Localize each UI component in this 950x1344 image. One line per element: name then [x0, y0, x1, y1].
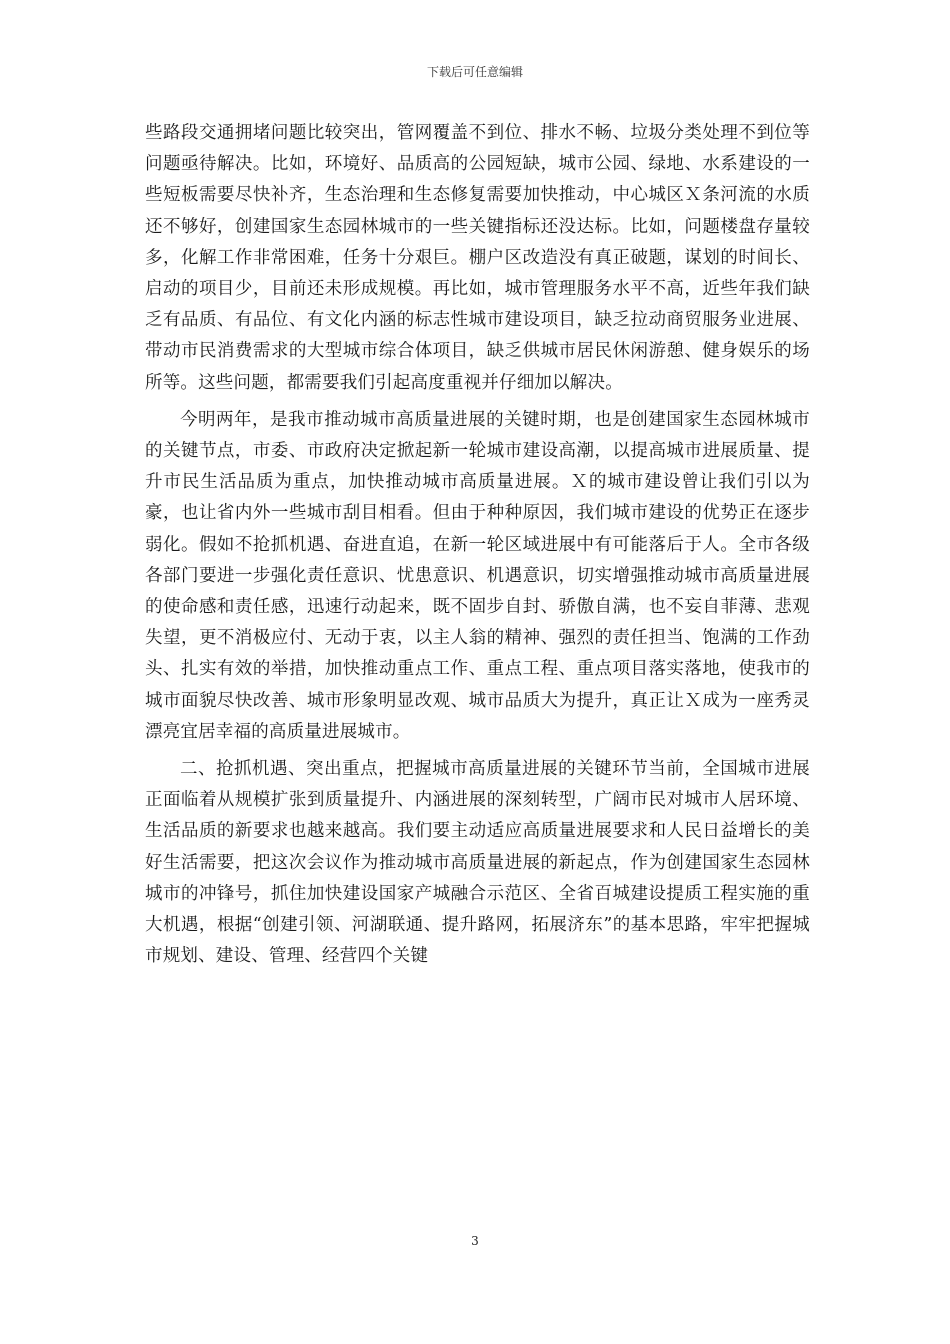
page-header-note: 下载后可任意编辑 — [426, 65, 523, 79]
page-number: 3 — [471, 1234, 479, 1248]
paragraph-section-two: 二、抢抓机遇、突出重点，把握城市高质量进展的关键环节当前，全国城市进展正面临着从规模扩张到质量提升、内涵进展的深刻转型，广阔市民对城市人居环境、生活品质的新要求也越来越高。我们要主动适应高质量进展要求和人民日益增长的美好生活需要，把这次会议作为推动城市高质量进展的新起点，作为创建国家生态园林城市的冲锋号，抓住加快建设国家产城融合示范区、全省百城建设提质工程实施的重大机遇，根据“创建引领、河湖联通、提升路网，拓展济东”的基本思路，牢牢把握城市规划、建设、管理、经营四个关键 — [145, 759, 810, 967]
paragraph-critical-period: 今明两年，是我市推动城市高质量进展的关键时期，也是创建国家生态园林城市的关键节点，市委、市政府决定掀起新一轮城市建设高潮，以提高城市进展质量、提升市民生活品质为重点，加快推动城市高质量进展。Ｘ的城市建设曾让我们引以为豪，也让省内外一些城市刮目相看。但由于种种原因，我们城市建设的优势正在逐步弱化。假如不抢抓机遇、奋进直追，在新一轮区域进展中有可能落后于人。全市各级各部门要进一步强化责任意识、忧患意识、机遇意识，切实增强推动城市高质量进展的使命感和责任感，迅速行动起来，既不固步自封、骄傲自满，也不妄自菲薄、悲观失望，更不消极应付、无动于衷，以主人翁的精神、强烈的责任担当、饱满的工作劲头、扎实有效的举措，加快推动重点工作、重点工程、重点项目落实落地，使我市的城市面貌尽快改善、城市形象明显改观、城市品质大为提升，真正让Ｘ成为一座秀灵漂亮宜居幸福的高质量进展城市。 — [145, 409, 810, 742]
document-body — [145, 118, 810, 972]
paragraph-continued: 些路段交通拥堵问题比较突出，管网覆盖不到位、排水不畅、垃圾分类处理不到位等问题亟待解决。比如，环境好、品质高的公园短缺，城市公园、绿地、水系建设的一些短板需要尽快补齐，生态治理和生态修复需要加快推动，中心城区Ｘ条河流的水质还不够好，创建国家生态园林城市的一些关键指标还没达标。比如，问题楼盘存量较多，化解工作非常困难，任务十分艰巨。棚户区改造没有真正破题，谋划的时间长、启动的项目少，目前还未形成规模。再比如，城市管理服务水平不高，近些年我们缺乏有品质、有品位、有文化内涵的标志性城市建设项目，缺乏拉动商贸服务业进展、带动市民消费需求的大型城市综合体项目，缺乏供城市居民休闲游憩、健身娱乐的场所等。这些问题，都需要我们引起高度重视并仔细加以解决。 — [145, 123, 810, 393]
